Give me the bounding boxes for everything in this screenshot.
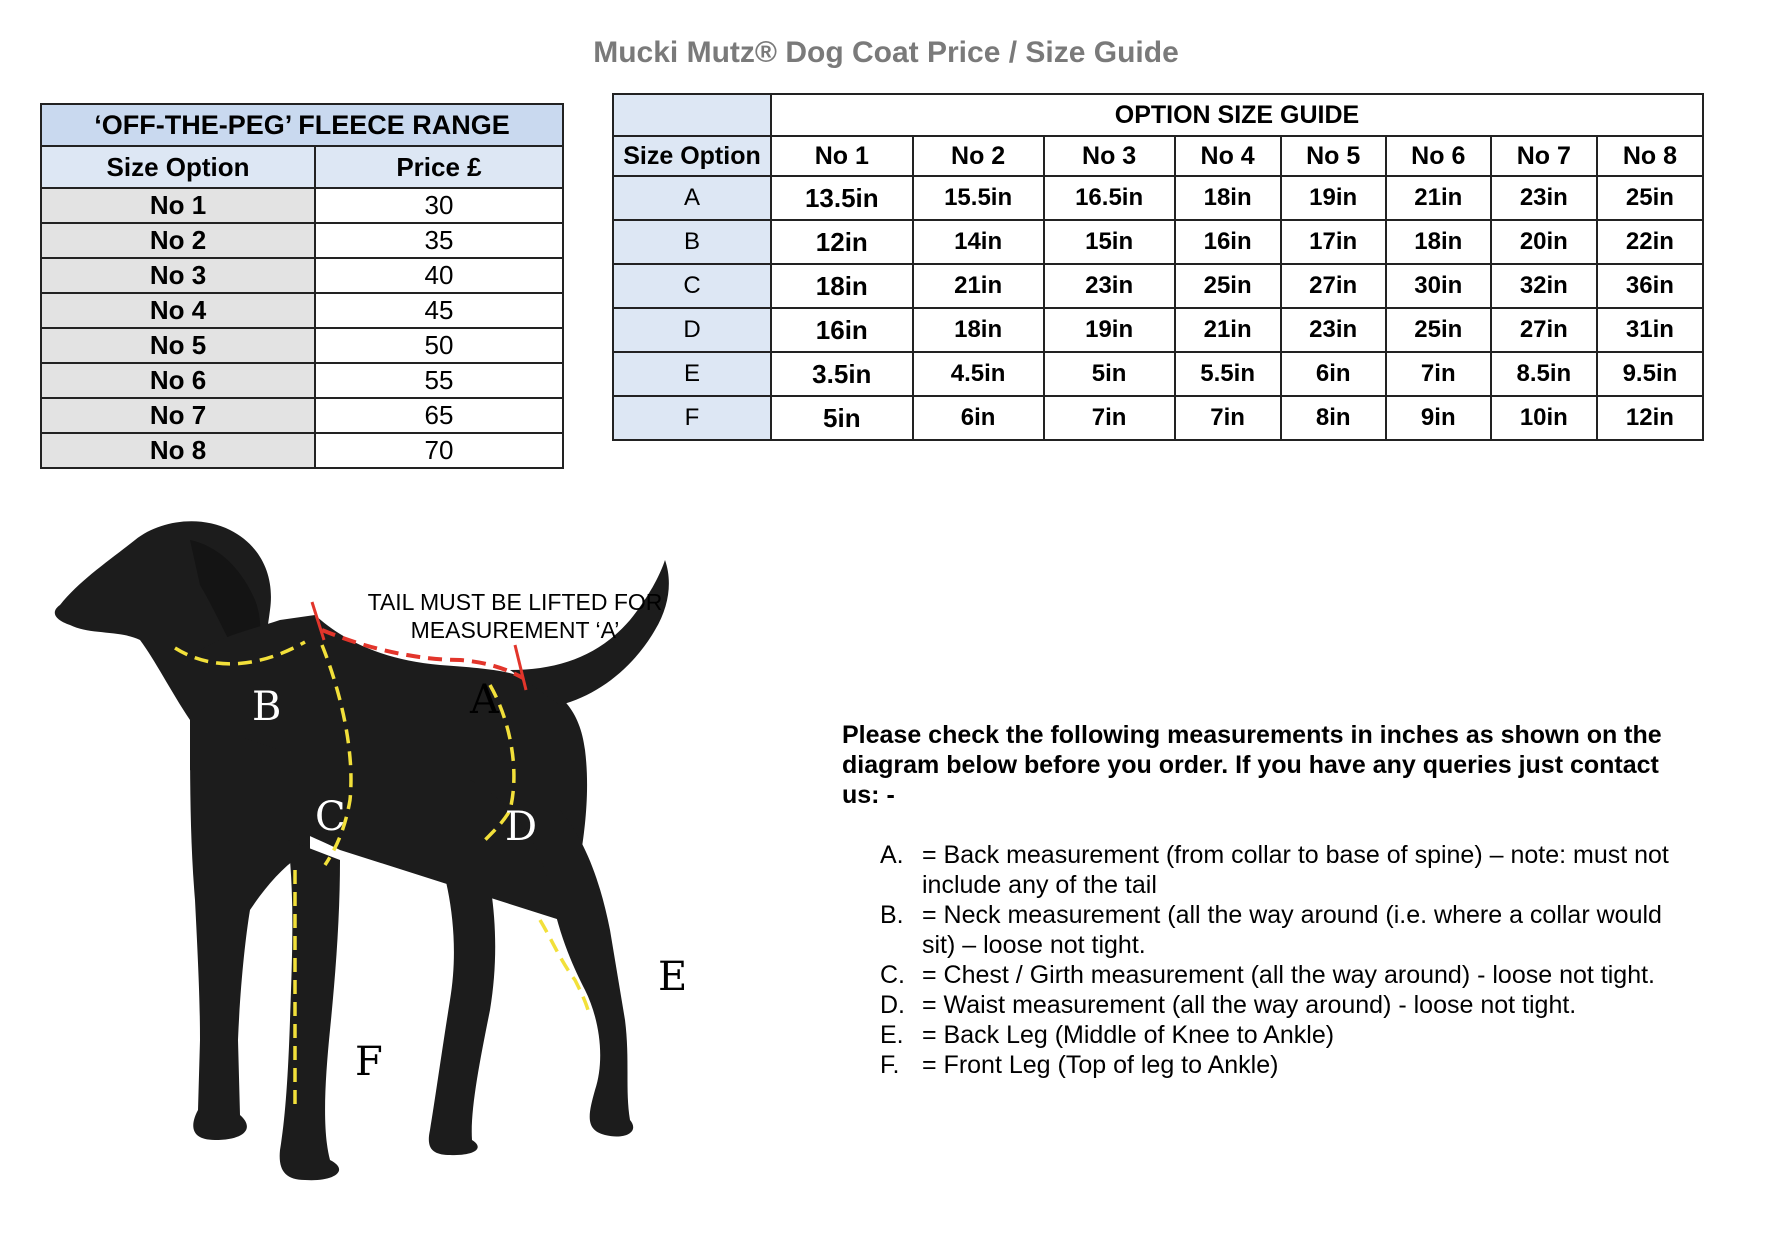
size-guide-cell: 27in (1281, 264, 1386, 308)
size-guide-cell: 13.5in (771, 176, 913, 220)
size-guide-cell: 8.5in (1491, 352, 1597, 396)
legend-item (880, 960, 1680, 990)
size-guide-cell: 36in (1597, 264, 1703, 308)
legend-item (880, 990, 1680, 1020)
size-guide-row (613, 352, 1703, 396)
size-guide-cell: 10in (1491, 396, 1597, 440)
size-guide-row-label: F (613, 396, 771, 440)
size-guide-cell: 25in (1386, 308, 1491, 352)
price-col-price-header: Price £ (315, 146, 563, 188)
price-row-price: 70 (315, 433, 563, 468)
legend-text: = Chest / Girth measurement (all the way around) - loose not tight. (922, 961, 1655, 989)
price-row-size: No 6 (41, 363, 315, 398)
size-guide-cell: 23in (1044, 264, 1175, 308)
price-row (41, 293, 563, 328)
size-guide-cell: 12in (1597, 396, 1703, 440)
size-guide-cell: 21in (1386, 176, 1491, 220)
legend-letter: A. (880, 841, 904, 869)
price-row-price: 65 (315, 398, 563, 433)
price-row-price: 55 (315, 363, 563, 398)
legend-text: = Neck measurement (all the way around (i.e. where a collar would sit) – loose not tight. (922, 901, 1662, 959)
price-row (41, 328, 563, 363)
size-guide-cell: 23in (1491, 176, 1597, 220)
instructions-intro: Please check the following measurements in inches as shown on the diagram below before you order. If you have any queries just contact us: - (842, 721, 1662, 809)
size-guide-cell: 5in (1044, 352, 1175, 396)
tail-note (340, 588, 690, 644)
price-table-heading: ‘OFF-THE-PEG’ FLEECE RANGE (41, 104, 563, 146)
size-guide-cell: 25in (1597, 176, 1703, 220)
size-guide-header-row (613, 136, 1703, 176)
size-guide-cell: 8in (1281, 396, 1386, 440)
size-guide-cell: 19in (1281, 176, 1386, 220)
size-guide-col-header: No 4 (1175, 136, 1281, 176)
price-row (41, 398, 563, 433)
size-guide-col-header: No 2 (913, 136, 1044, 176)
size-guide-heading: OPTION SIZE GUIDE (771, 94, 1703, 136)
size-guide-cell: 20in (1491, 220, 1597, 264)
tail-note-line-2: MEASUREMENT ‘A’ (410, 617, 620, 643)
price-row-size: No 8 (41, 433, 315, 468)
size-guide-row (613, 264, 1703, 308)
size-guide-row (613, 176, 1703, 220)
size-guide-cell: 16in (1175, 220, 1281, 264)
size-guide-row-label: A (613, 176, 771, 220)
legend-text: = Front Leg (Top of leg to Ankle) (922, 1051, 1279, 1079)
size-guide-cell: 22in (1597, 220, 1703, 264)
size-guide-row (613, 396, 1703, 440)
legend-text: = Waist measurement (all the way around) - loose not tight. (922, 991, 1577, 1019)
size-guide-cell: 6in (1281, 352, 1386, 396)
size-guide-row-label: E (613, 352, 771, 396)
size-guide-cell: 4.5in (913, 352, 1044, 396)
tail-note-line-1: TAIL MUST BE LIFTED FOR (367, 589, 663, 615)
size-guide-row-label: D (613, 308, 771, 352)
size-guide-cell: 32in (1491, 264, 1597, 308)
size-guide-cell: 7in (1175, 396, 1281, 440)
price-row (41, 363, 563, 398)
measurement-legend (880, 840, 1680, 1080)
size-guide-cell: 6in (913, 396, 1044, 440)
price-row (41, 223, 563, 258)
size-guide-col-header: No 7 (1491, 136, 1597, 176)
price-row-size: No 4 (41, 293, 315, 328)
size-guide-cell: 30in (1386, 264, 1491, 308)
price-row-price: 35 (315, 223, 563, 258)
label-a: A (470, 677, 499, 723)
size-guide-cell: 27in (1491, 308, 1597, 352)
legend-text: = Back measurement (from collar to base of spine) – note: must not include any of the tail (922, 841, 1669, 899)
size-guide-col-header: No 3 (1044, 136, 1175, 176)
size-guide-cell: 15.5in (913, 176, 1044, 220)
label-e: E (658, 954, 688, 1000)
size-guide-cell: 23in (1281, 308, 1386, 352)
price-rows (41, 188, 563, 468)
size-guide-cell: 5.5in (1175, 352, 1281, 396)
size-guide-cell: 3.5in (771, 352, 913, 396)
size-guide-cell: 18in (913, 308, 1044, 352)
price-col-size-header: Size Option (41, 146, 315, 188)
size-guide-cell: 15in (1044, 220, 1175, 264)
size-guide-cell: 18in (1175, 176, 1281, 220)
price-row (41, 433, 563, 468)
size-guide-col-header: No 5 (1281, 136, 1386, 176)
size-guide-cell: 12in (771, 220, 913, 264)
size-guide-cell: 18in (771, 264, 913, 308)
size-guide-corner (613, 94, 771, 136)
legend-letter: D. (880, 991, 905, 1019)
size-guide-cell: 16in (771, 308, 913, 352)
label-b: B (252, 684, 282, 730)
size-guide-rows (613, 176, 1703, 440)
size-guide-row (613, 308, 1703, 352)
price-row-price: 40 (315, 258, 563, 293)
price-row (41, 258, 563, 293)
size-guide-cell: 21in (1175, 308, 1281, 352)
price-row-size: No 3 (41, 258, 315, 293)
price-row-size: No 5 (41, 328, 315, 363)
label-f: F (355, 1039, 383, 1085)
price-row-size: No 1 (41, 188, 315, 223)
page-title: Mucki Mutz® Dog Coat Price / Size Guide (593, 36, 1179, 69)
size-guide-cell: 16.5in (1044, 176, 1175, 220)
price-table (40, 103, 564, 469)
size-guide-cell: 31in (1597, 308, 1703, 352)
legend-item (880, 1020, 1680, 1050)
size-guide-cell: 25in (1175, 264, 1281, 308)
price-row-price: 50 (315, 328, 563, 363)
size-guide-cell: 7in (1386, 352, 1491, 396)
price-row-price: 30 (315, 188, 563, 223)
size-guide-cell: 21in (913, 264, 1044, 308)
size-guide-row-header: Size Option (613, 136, 771, 176)
dog-front-leg-far (280, 840, 340, 1180)
size-guide-cell: 5in (771, 396, 913, 440)
size-guide-cell: 19in (1044, 308, 1175, 352)
size-guide-col-header: No 6 (1386, 136, 1491, 176)
size-guide-cell: 17in (1281, 220, 1386, 264)
size-guide-cell: 7in (1044, 396, 1175, 440)
legend-letter: C. (880, 961, 905, 989)
size-guide-cell: 14in (913, 220, 1044, 264)
size-guide-col-header: No 1 (771, 136, 913, 176)
size-guide-row-label: C (613, 264, 771, 308)
legend-letter: B. (880, 901, 904, 929)
size-guide-row (613, 220, 1703, 264)
label-c: C (315, 794, 346, 840)
price-row-size: No 2 (41, 223, 315, 258)
legend-letter: F. (880, 1051, 900, 1079)
size-guide-col-header: No 8 (1597, 136, 1703, 176)
legend-item (880, 1050, 1680, 1080)
size-guide-cell: 18in (1386, 220, 1491, 264)
size-guide-table (612, 93, 1704, 441)
size-guide-cell: 9in (1386, 396, 1491, 440)
label-d: D (505, 804, 538, 850)
legend-item (880, 840, 1680, 900)
legend-item (880, 900, 1680, 960)
price-row (41, 188, 563, 223)
size-guide-cell: 9.5in (1597, 352, 1703, 396)
price-row-price: 45 (315, 293, 563, 328)
legend-letter: E. (880, 1021, 904, 1049)
size-guide-row-label: B (613, 220, 771, 264)
legend-text: = Back Leg (Middle of Knee to Ankle) (922, 1021, 1335, 1049)
price-row-size: No 7 (41, 398, 315, 433)
